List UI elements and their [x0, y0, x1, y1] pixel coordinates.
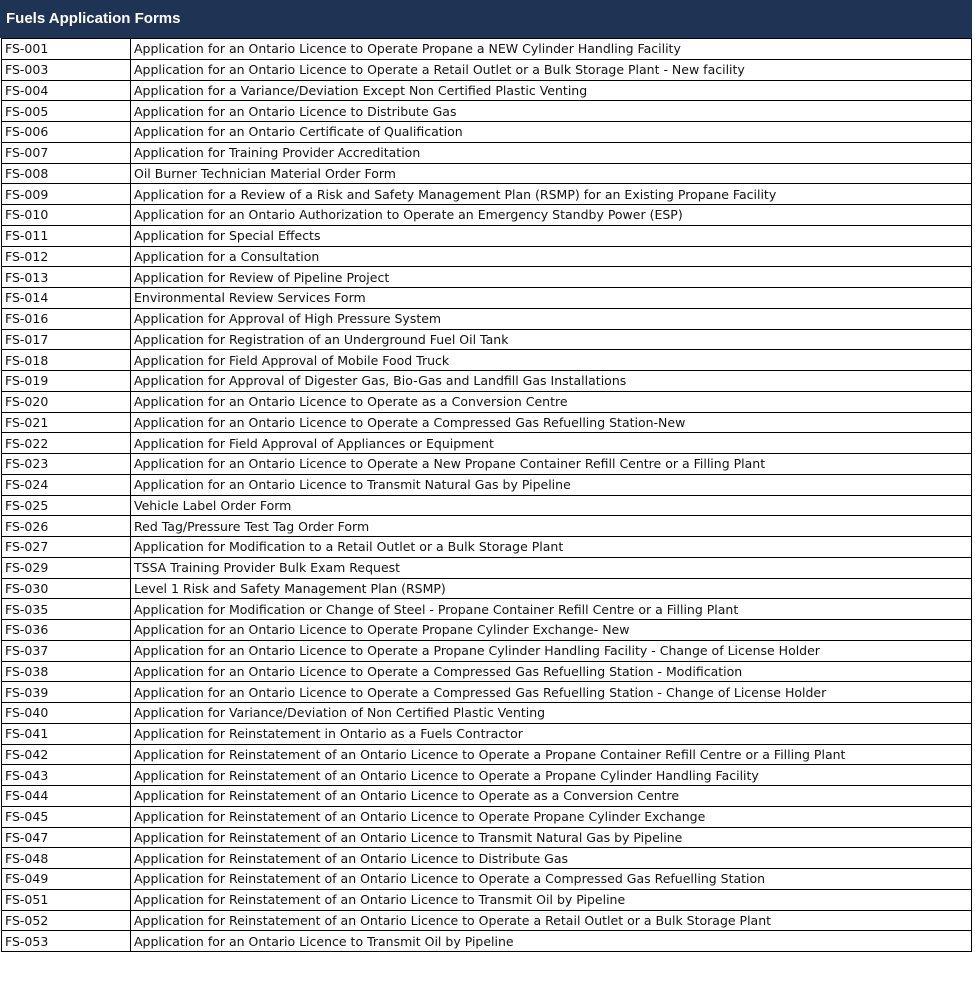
form-name-cell: Oil Burner Technician Material Order Form	[131, 163, 972, 184]
form-name-cell: Application for Reinstatement in Ontario as a Fuels Contractor	[131, 723, 972, 744]
form-code-cell: FS-014	[2, 288, 131, 309]
form-name-cell: Application for Reinstatement of an Ontario Licence to Transmit Natural Gas by Pipeline	[131, 827, 972, 848]
form-code-cell: FS-037	[2, 640, 131, 661]
form-name-cell: Application for Reinstatement of an Ontario Licence to Operate a Compressed Gas Refuelling Station	[131, 869, 972, 890]
table-row	[2, 474, 972, 495]
form-code-cell: FS-022	[2, 433, 131, 454]
form-code-cell: FS-041	[2, 723, 131, 744]
form-code-cell: FS-008	[2, 163, 131, 184]
form-code-cell: FS-024	[2, 474, 131, 495]
table-row	[2, 495, 972, 516]
table-row	[2, 184, 972, 205]
form-name-cell: Application for an Ontario Licence to Operate a Propane Cylinder Handling Facility - Change of License Holder	[131, 640, 972, 661]
form-code-cell: FS-019	[2, 371, 131, 392]
form-code-cell: FS-035	[2, 599, 131, 620]
table-row	[2, 39, 972, 60]
form-code-cell: FS-039	[2, 682, 131, 703]
form-name-cell: Application for Reinstatement of an Ontario Licence to Transmit Oil by Pipeline	[131, 889, 972, 910]
form-name-cell: Application for a Variance/Deviation Except Non Certified Plastic Venting	[131, 80, 972, 101]
form-code-cell: FS-044	[2, 786, 131, 807]
table-row	[2, 142, 972, 163]
form-code-cell: FS-013	[2, 267, 131, 288]
table-row	[2, 620, 972, 641]
form-code-cell: FS-006	[2, 122, 131, 143]
form-name-cell: Application for Reinstatement of an Ontario Licence to Operate a Propane Container Refill Centre or a Filling Plant	[131, 744, 972, 765]
form-name-cell: Application for an Ontario Licence to Operate Propane a NEW Cylinder Handling Facility	[131, 39, 972, 60]
table-row	[2, 910, 972, 931]
table-row	[2, 599, 972, 620]
form-name-cell: Application for Approval of High Pressure System	[131, 308, 972, 329]
table-row	[2, 59, 972, 80]
form-name-cell: Application for Approval of Digester Gas, Bio-Gas and Landfill Gas Installations	[131, 371, 972, 392]
form-code-cell: FS-005	[2, 101, 131, 122]
table-row	[2, 371, 972, 392]
form-name-cell: TSSA Training Provider Bulk Exam Request	[131, 557, 972, 578]
table-row	[2, 163, 972, 184]
table-row	[2, 827, 972, 848]
form-name-cell: Application for an Ontario Licence to Operate a Compressed Gas Refuelling Station-New	[131, 412, 972, 433]
table-row	[2, 225, 972, 246]
table-row	[2, 329, 972, 350]
form-code-cell: FS-011	[2, 225, 131, 246]
form-code-cell: FS-025	[2, 495, 131, 516]
form-name-cell: Application for Reinstatement of an Ontario Licence to Operate as a Conversion Centre	[131, 786, 972, 807]
form-name-cell: Application for an Ontario Certificate of Qualification	[131, 122, 972, 143]
form-code-cell: FS-012	[2, 246, 131, 267]
form-code-cell: FS-047	[2, 827, 131, 848]
form-code-cell: FS-017	[2, 329, 131, 350]
table-row	[2, 267, 972, 288]
form-name-cell: Application for Training Provider Accreditation	[131, 142, 972, 163]
forms-table-body	[2, 39, 972, 952]
table-row	[2, 122, 972, 143]
form-code-cell: FS-038	[2, 661, 131, 682]
form-name-cell: Application for Special Effects	[131, 225, 972, 246]
table-row	[2, 765, 972, 786]
form-name-cell: Application for Reinstatement of an Ontario Licence to Distribute Gas	[131, 848, 972, 869]
table-row	[2, 557, 972, 578]
form-code-cell: FS-040	[2, 703, 131, 724]
form-code-cell: FS-003	[2, 59, 131, 80]
form-code-cell: FS-052	[2, 910, 131, 931]
form-name-cell: Application for a Consultation	[131, 246, 972, 267]
table-row	[2, 350, 972, 371]
form-name-cell: Application for an Ontario Licence to Distribute Gas	[131, 101, 972, 122]
form-code-cell: FS-048	[2, 848, 131, 869]
table-row	[2, 703, 972, 724]
form-name-cell: Application for an Ontario Licence to Operate a Retail Outlet or a Bulk Storage Plant - New facility	[131, 59, 972, 80]
form-code-cell: FS-016	[2, 308, 131, 329]
form-code-cell: FS-036	[2, 620, 131, 641]
form-code-cell: FS-001	[2, 39, 131, 60]
form-code-cell: FS-023	[2, 454, 131, 475]
table-row	[2, 433, 972, 454]
form-name-cell: Application for an Ontario Licence to Operate a Compressed Gas Refuelling Station - Modification	[131, 661, 972, 682]
form-name-cell: Level 1 Risk and Safety Management Plan (RSMP)	[131, 578, 972, 599]
form-code-cell: FS-030	[2, 578, 131, 599]
form-name-cell: Application for an Ontario Licence to Operate Propane Cylinder Exchange- New	[131, 620, 972, 641]
table-row	[2, 412, 972, 433]
form-name-cell: Application for Field Approval of Mobile Food Truck	[131, 350, 972, 371]
table-row	[2, 288, 972, 309]
table-row	[2, 889, 972, 910]
table-row	[2, 744, 972, 765]
form-code-cell: FS-009	[2, 184, 131, 205]
form-name-cell: Application for Field Approval of Appliances or Equipment	[131, 433, 972, 454]
form-code-cell: FS-049	[2, 869, 131, 890]
form-code-cell: FS-042	[2, 744, 131, 765]
table-row	[2, 391, 972, 412]
table-row	[2, 101, 972, 122]
form-code-cell: FS-053	[2, 931, 131, 952]
form-name-cell: Application for an Ontario Licence to Transmit Natural Gas by Pipeline	[131, 474, 972, 495]
form-code-cell: FS-027	[2, 537, 131, 558]
form-code-cell: FS-043	[2, 765, 131, 786]
form-name-cell: Application for an Ontario Licence to Operate a Compressed Gas Refuelling Station - Change of License Holder	[131, 682, 972, 703]
form-code-cell: FS-045	[2, 806, 131, 827]
form-code-cell: FS-018	[2, 350, 131, 371]
table-row	[2, 869, 972, 890]
form-name-cell: Application for Review of Pipeline Project	[131, 267, 972, 288]
form-code-cell: FS-020	[2, 391, 131, 412]
form-name-cell: Application for Reinstatement of an Ontario Licence to Operate a Retail Outlet or a Bulk Storage Plant	[131, 910, 972, 931]
table-row	[2, 516, 972, 537]
form-code-cell: FS-021	[2, 412, 131, 433]
form-name-cell: Application for an Ontario Licence to Transmit Oil by Pipeline	[131, 931, 972, 952]
form-name-cell: Application for an Ontario Licence to Operate a New Propane Container Refill Centre or a Filling Plant	[131, 454, 972, 475]
form-code-cell: FS-026	[2, 516, 131, 537]
table-row	[2, 786, 972, 807]
form-name-cell: Application for Registration of an Underground Fuel Oil Tank	[131, 329, 972, 350]
form-name-cell: Environmental Review Services Form	[131, 288, 972, 309]
table-row	[2, 454, 972, 475]
table-row	[2, 308, 972, 329]
form-name-cell: Red Tag/Pressure Test Tag Order Form	[131, 516, 972, 537]
form-name-cell: Application for Reinstatement of an Ontario Licence to Operate a Propane Cylinder Handling Facility	[131, 765, 972, 786]
form-name-cell: Application for Variance/Deviation of Non Certified Plastic Venting	[131, 703, 972, 724]
table-row	[2, 640, 972, 661]
table-row	[2, 723, 972, 744]
form-code-cell: FS-010	[2, 205, 131, 226]
form-name-cell: Application for Modification to a Retail Outlet or a Bulk Storage Plant	[131, 537, 972, 558]
table-row	[2, 80, 972, 101]
form-code-cell: FS-007	[2, 142, 131, 163]
form-name-cell: Application for a Review of a Risk and Safety Management Plan (RSMP) for an Existing Propane Facility	[131, 184, 972, 205]
form-name-cell: Vehicle Label Order Form	[131, 495, 972, 516]
table-row	[2, 578, 972, 599]
forms-table	[1, 38, 972, 952]
form-name-cell: Application for Modification or Change of Steel - Propane Container Refill Centre or a Filling Plant	[131, 599, 972, 620]
form-code-cell: FS-029	[2, 557, 131, 578]
table-row	[2, 848, 972, 869]
form-name-cell: Application for Reinstatement of an Ontario Licence to Operate Propane Cylinder Exchange	[131, 806, 972, 827]
form-code-cell: FS-051	[2, 889, 131, 910]
sheet-title: Fuels Application Forms	[0, 0, 972, 38]
table-row	[2, 661, 972, 682]
form-name-cell: Application for an Ontario Licence to Operate as a Conversion Centre	[131, 391, 972, 412]
table-row	[2, 205, 972, 226]
form-code-cell: FS-004	[2, 80, 131, 101]
table-row	[2, 246, 972, 267]
table-row	[2, 537, 972, 558]
table-row	[2, 806, 972, 827]
form-name-cell: Application for an Ontario Authorization to Operate an Emergency Standby Power (ESP)	[131, 205, 972, 226]
table-row	[2, 931, 972, 952]
table-row	[2, 682, 972, 703]
